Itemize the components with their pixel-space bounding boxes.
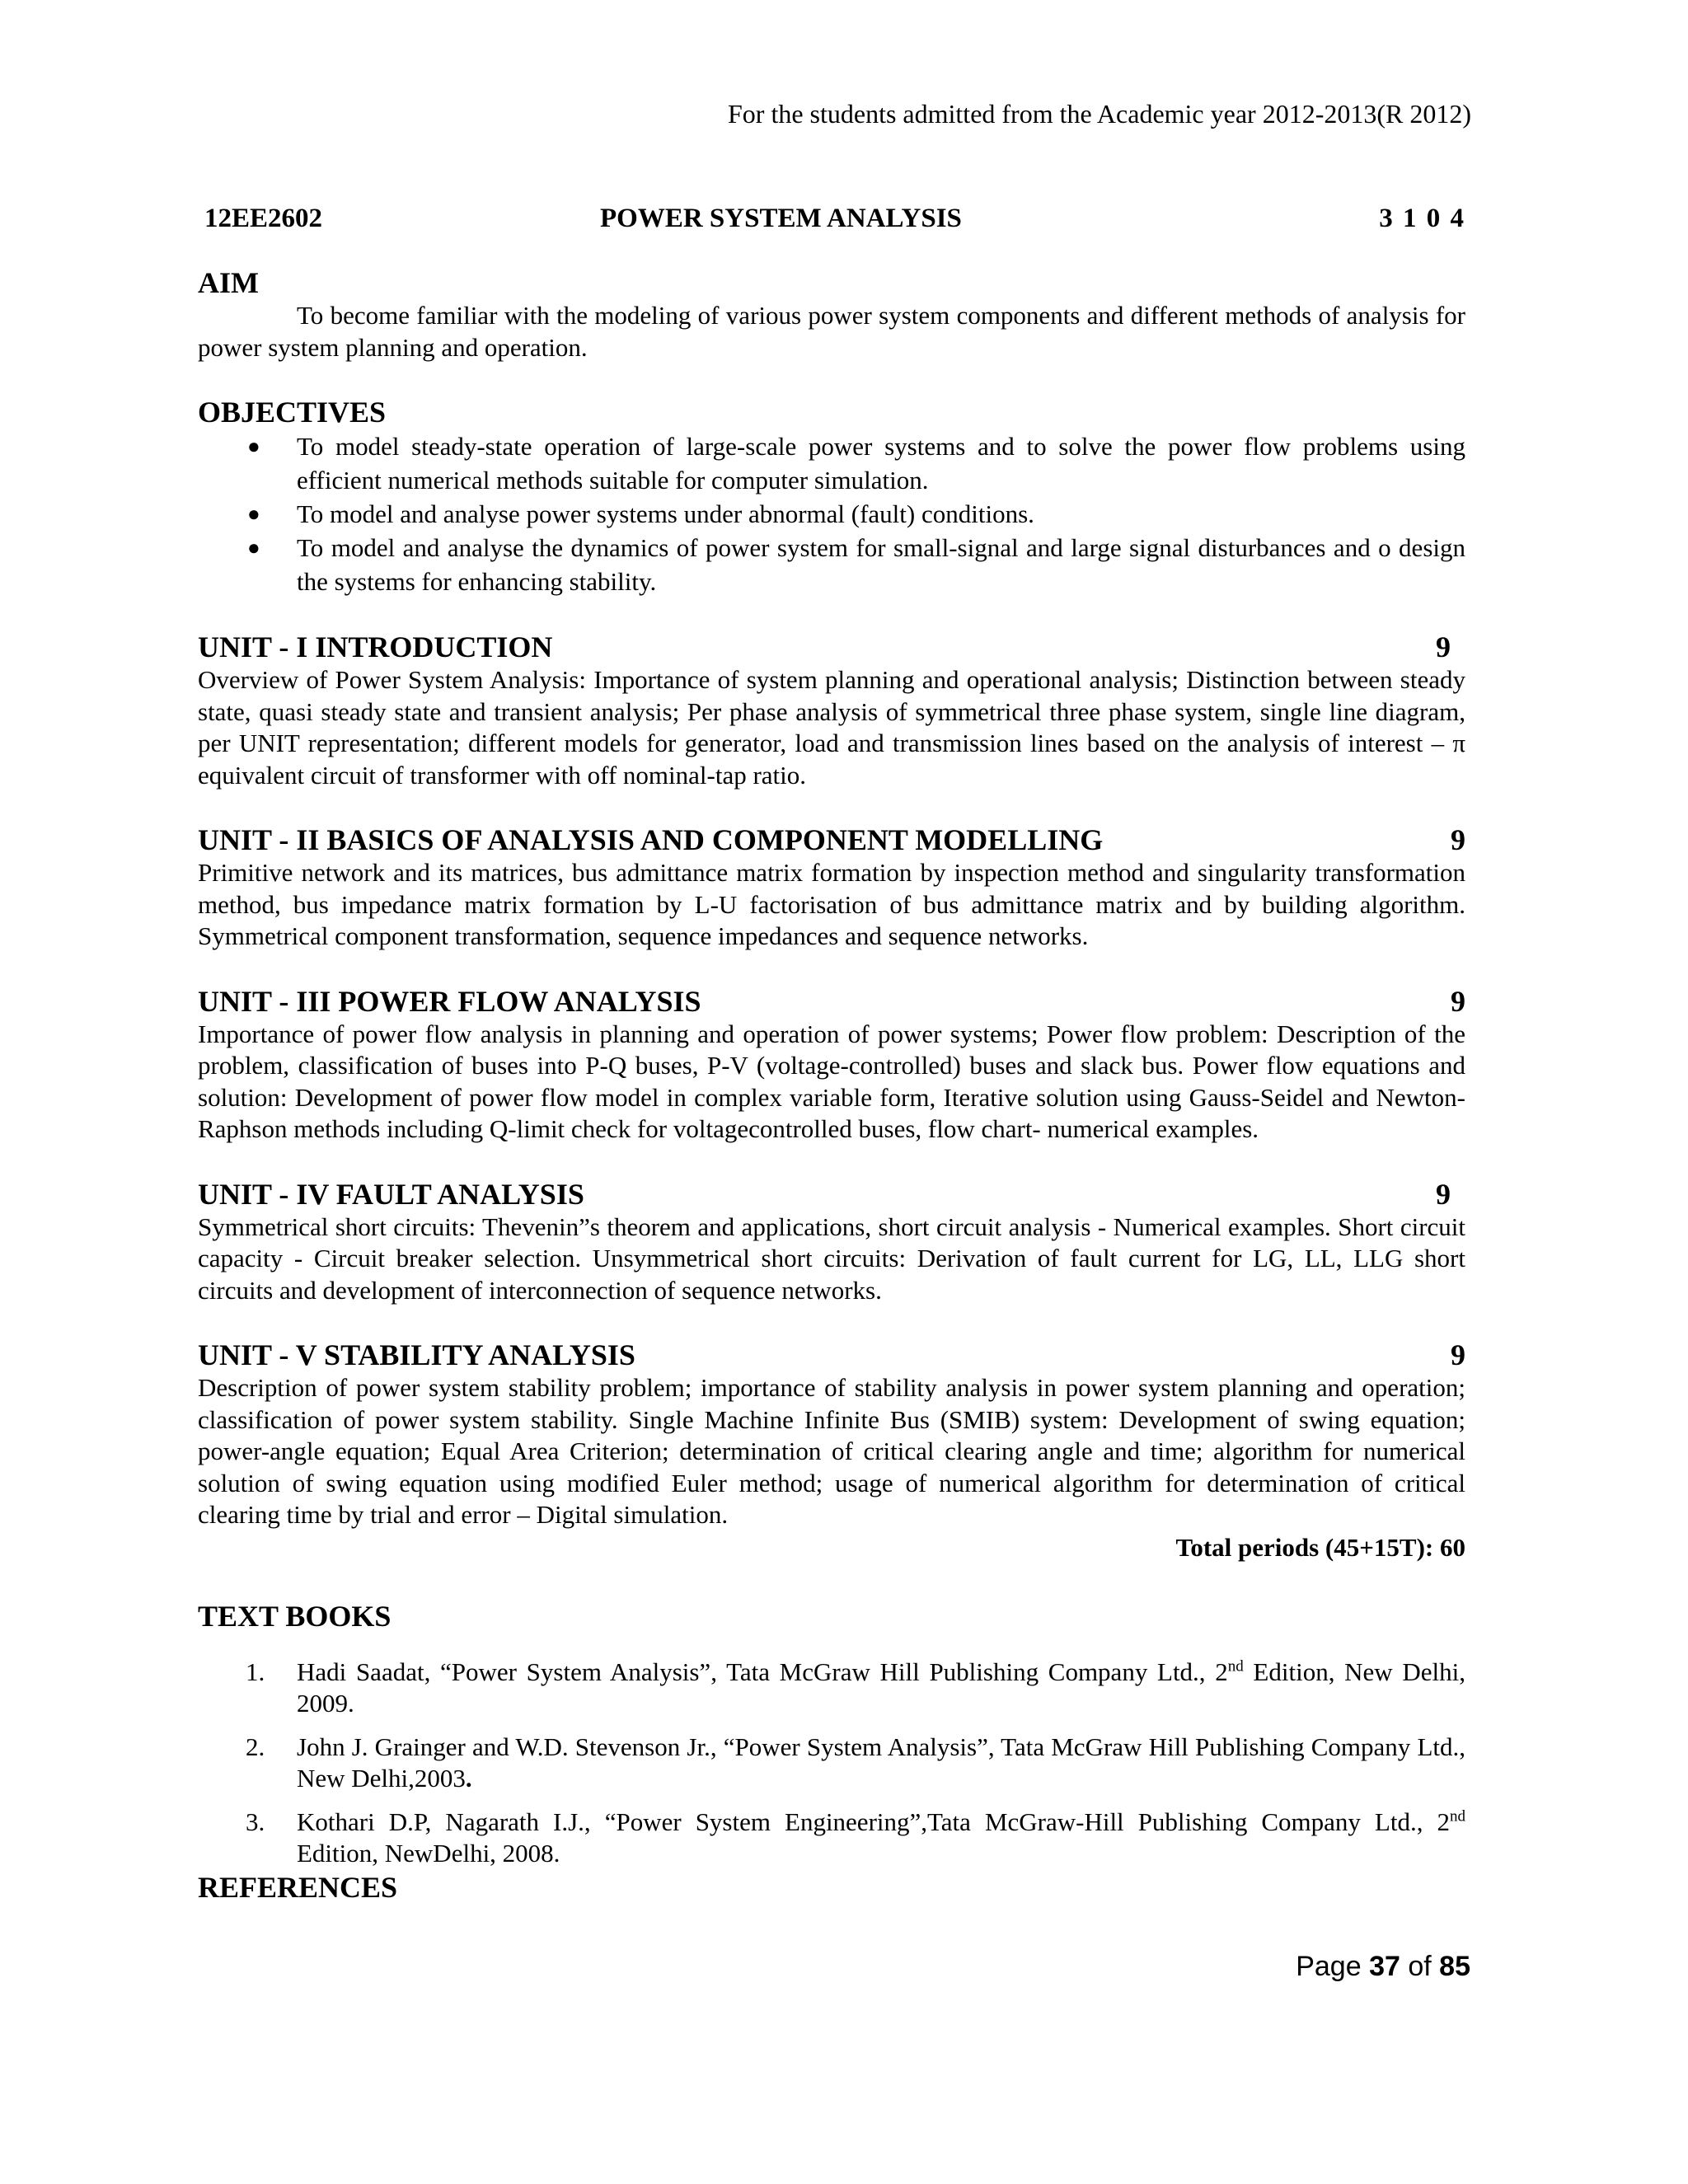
unit-4-heading	[198, 1177, 1465, 1212]
course-header	[204, 201, 1465, 236]
syllabus-content	[198, 265, 1465, 1905]
unit-hours: 9	[1451, 984, 1465, 1018]
objective-item	[198, 497, 1465, 531]
unit-title: UNIT - I INTRODUCTION	[198, 630, 553, 663]
course-credits: 3 1 0 4	[1379, 204, 1465, 233]
book-item	[198, 1807, 1465, 1870]
objective-text: To model and analyse power systems under abnormal (fault) conditions.	[297, 499, 1034, 528]
objective-item	[198, 429, 1465, 497]
bullet-icon: ●	[247, 536, 260, 560]
references-heading: REFERENCES	[198, 1870, 398, 1904]
unit-3-text: Importance of power flow analysis in planning and operation of power systems; Power flow problem: Description of the problem, classification of buses into P-Q buses, P-V (voltage-controlled) buses and slack bus. Power flow equations and solution: Development of power flow model in complex variable form, Iterative solution using Gauss-Seidel and Newton-Raphson methods including Q-limit check for voltagecontrolled buses, flow chart- numerical examples.	[198, 1019, 1465, 1143]
objectives-heading: OBJECTIVES	[198, 396, 387, 429]
page-of: of	[1408, 1951, 1432, 1982]
unit-1-heading	[198, 630, 1465, 664]
book-number: 2.	[246, 1732, 265, 1761]
objectives-list	[198, 429, 1465, 598]
admission-note: For the students admitted from the Academic year 2012-2013(R 2012)	[727, 99, 1471, 129]
text-books-heading: TEXT BOOKS	[198, 1599, 392, 1633]
course-title: POWER SYSTEM ANALYSIS	[600, 204, 962, 233]
page-number	[1296, 1949, 1470, 1984]
book-number: 3.	[246, 1807, 265, 1836]
unit-2-heading	[198, 823, 1465, 857]
unit-2-text: Primitive network and its matrices, bus admittance matrix formation by inspection method and singularity transformation method, bus impedance matrix formation by L-U factorisation of bus admittance matrix and by building algorithm. Symmetrical component transformation, sequence impedances and sequence networks.	[198, 858, 1465, 950]
page-total: 85	[1439, 1951, 1470, 1982]
unit-3-heading	[198, 984, 1465, 1019]
objective-item	[198, 531, 1465, 598]
unit-title: UNIT - IV FAULT ANALYSIS	[198, 1177, 584, 1211]
objective-text: To model and analyse the dynamics of power system for small-signal and large signal disturbances and o design the systems for enhancing stability.	[297, 533, 1465, 596]
book-number: 1.	[246, 1657, 265, 1686]
unit-title: UNIT - V STABILITY ANALYSIS	[198, 1338, 635, 1371]
aim-heading: AIM	[198, 266, 259, 299]
course-code: 12EE2602	[204, 204, 323, 233]
page-current: 37	[1369, 1951, 1400, 1982]
page-label: Page	[1296, 1951, 1362, 1982]
book-citation-end: .	[465, 1764, 472, 1793]
book-superscript: nd	[1227, 1657, 1244, 1675]
unit-hours: 9	[1451, 823, 1465, 856]
book-citation-end: Edition, New Delhi, 2009.	[297, 1657, 1465, 1718]
aim-text: To become familiar with the modeling of various power system components and different methods of analysis for power system planning and operation.	[198, 301, 1465, 362]
objective-text: To model steady-state operation of large-scale power systems and to solve the power flow problems using efficient numerical methods suitable for computer simulation.	[297, 432, 1465, 494]
bullet-icon: ●	[247, 434, 260, 458]
book-item	[198, 1657, 1465, 1720]
book-citation: John J. Grainger and W.D. Stevenson Jr., “Power System Analysis”, Tata McGraw Hill Publishing Company Ltd., New Delhi,2003	[297, 1732, 1465, 1793]
unit-4-text: Symmetrical short circuits: Thevenin”s theorem and applications, short circuit analysis - Numerical examples. Short circuit capacity - Circuit breaker selection. Unsymmetrical short circuits: Derivation of fault current for LG, LL, LLG short circuits and development of interconnection of sequence networks.	[198, 1212, 1465, 1305]
unit-5-heading	[198, 1338, 1465, 1372]
book-item	[198, 1732, 1465, 1795]
unit-hours: 9	[1451, 1338, 1465, 1371]
book-citation-end: Edition, NewDelhi, 2008.	[297, 1839, 560, 1868]
unit-title: UNIT - III POWER FLOW ANALYSIS	[198, 984, 701, 1018]
total-periods: Total periods (45+15T): 60	[1175, 1532, 1465, 1562]
unit-hours: 9	[1436, 630, 1451, 663]
book-citation: Hadi Saadat, “Power System Analysis”, Tata McGraw Hill Publishing Company Ltd., 2	[297, 1657, 1228, 1686]
book-superscript: nd	[1450, 1807, 1465, 1825]
bullet-icon: ●	[247, 502, 260, 526]
unit-1-text: Overview of Power System Analysis: Importance of system planning and operational analysis; Distinction between steady state, quasi steady state and transient analysis; Per phase analysis of symmetrical three phase system, single line diagram, per UNIT representation; different models for generator, load and transmission lines based on the analysis of interest – π equivalent circuit of transformer with off nominal-tap ratio.	[198, 665, 1465, 790]
text-books-list	[198, 1657, 1465, 1870]
unit-title: UNIT - II BASICS OF ANALYSIS AND COMPONENT MODELLING	[198, 823, 1104, 856]
unit-5-text: Description of power system stability problem; importance of stability analysis in power system planning and operation; classification of power system stability. Single Machine Infinite Bus (SMIB) system: Development of swing equation; power-angle equation; Equal Area Criterion; determination of critical clearing angle and time; algorithm for numerical solution of swing equation using modified Euler method; usage of numerical algorithm for determination of critical clearing time by trial and error – Digital simulation.	[198, 1373, 1465, 1529]
unit-hours: 9	[1436, 1177, 1451, 1211]
book-citation: Kothari D.P, Nagarath I.J., “Power System Engineering”,Tata McGraw-Hill Publishing Company Ltd., 2	[297, 1807, 1450, 1836]
